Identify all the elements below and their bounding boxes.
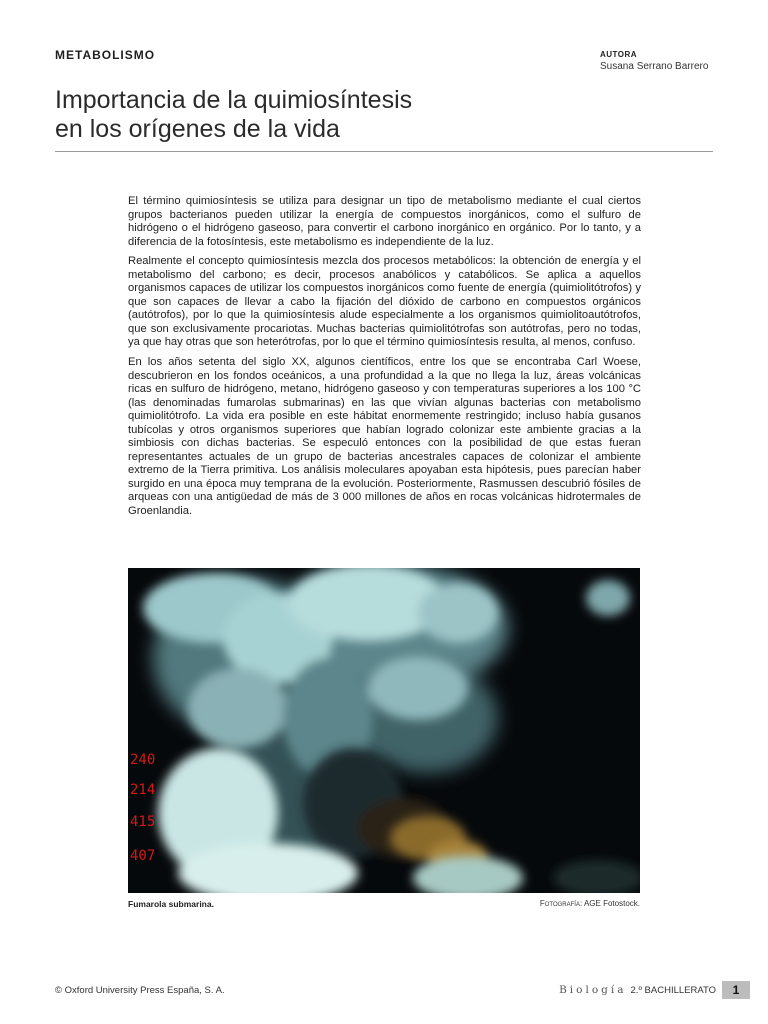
paragraph-2: Realmente el concepto quimiosíntesis mezcla dos procesos metabólicos: la obtención de energía y el metabolismo del carbono; es decir, procesos anabólicos y catabólicos. Se aplica a aquellos organismos capaces de utilizar los compuestos inorgánicos como fuente de energía (quimiolitótrofos) y que son capaces de llevar a cabo la fijación del dióxido de carbono en compuestos orgánicos (autótrofos), por lo que la quimiosíntesis alude especialmente a los organismos quimiolitoautótrofos, que son exclusivamente procariotas. Muchas bacterias quimiolitótrofas son autótrofas, pero no todas, ya que hay otras que son heterótrofas, por lo que el término quimiosíntesis resulta, al menos, confuso. xyxy=(128,255,641,349)
hydrothermal-vent-photo xyxy=(128,568,640,893)
photo-credit-value: AGE Fotostock. xyxy=(583,899,640,908)
page-number: 1 xyxy=(722,981,750,999)
page-title xyxy=(55,86,715,144)
photo-digits-2: 214 xyxy=(130,782,156,798)
author-label: AUTORA xyxy=(600,50,638,59)
title-line-1: Importancia de la quimiosíntesis xyxy=(55,86,413,114)
author-name: Susana Serrano Barrero xyxy=(600,61,709,72)
photo-credit-label: Fotografía: xyxy=(539,899,583,908)
photo-digits-1: 240 xyxy=(130,752,156,768)
paragraph-1: El término quimiosíntesis se utiliza para designar un tipo de metabolismo mediante el cual ciertos grupos bacterianos pueden utilizar la energía de compuestos inorgánicos, como el sulfuro de hidrógeno o el hidrógeno gaseoso, para convertir el carbono inorgánico en orgánico. Por lo tanto, y a diferencia de la fotosíntesis, este metabolismo es independiente de la luz. xyxy=(128,195,641,248)
title-divider xyxy=(55,151,713,152)
photo-credit xyxy=(540,899,640,908)
footer-course: 2.º BACHILLERATO xyxy=(630,984,716,996)
footer-right xyxy=(559,981,750,999)
footer-copyright: © Oxford University Press España, S. A. xyxy=(55,985,225,996)
photo-digits-4: 407 xyxy=(130,848,156,864)
author-block xyxy=(600,50,708,72)
paragraph-3: En los años setenta del siglo XX, algunos científicos, entre los que se encontraba Carl Woese, descubrieron en los fondos oceánicos, a una profundidad a la que no llega la luz, áreas volcánicas ricas en sulfuro de hidrógeno, metano, hidrógeno gaseoso y con temperaturas superiores a los 100 °C (las denominadas fumarolas submarinas) en las que vivían algunas bacterias con metabolismo quimiolitótrofo. La vida era posible en este hábitat enormemente restringido; incluso había gusanos tubícolas y otros organismos superiores que habían logrado colonizar este ambiente gracias a la simbiosis con dichas bacterias. Se especuló entonces con la posibilidad de que estas fueran representantes actuales de un grupo de bacterias ancestrales capaces de colonizar el ambiente extremo de la Tierra primitiva. Los análisis moleculares apoyaban esta hipótesis, pues parecían haber surgido en una época muy temprana de la evolución. Posteriormente, Rasmussen descubrió fósiles de arqueas con una antigüedad de más de 3 000 millones de años en rocas volcánicas hidrotermales de Groenlandia. xyxy=(128,356,641,518)
title-line-2: en los orígenes de la vida xyxy=(55,115,340,143)
footer-subject: Biología xyxy=(559,984,627,996)
section-label: METABOLISMO xyxy=(55,48,156,62)
photo-digits-3: 415 xyxy=(130,814,156,830)
article-body xyxy=(128,195,641,525)
figure-caption: Fumarola submarina. xyxy=(128,899,214,909)
